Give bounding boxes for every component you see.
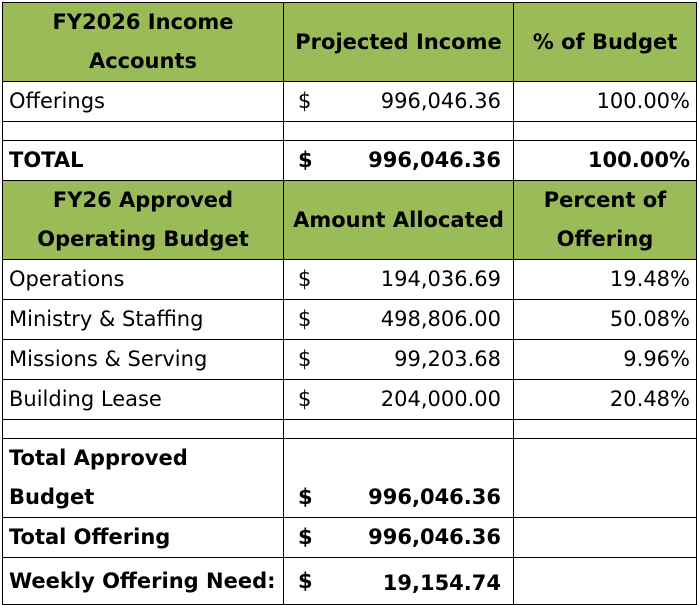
- currency-symbol: $: [298, 148, 313, 172]
- row-label: Building Lease: [3, 380, 284, 420]
- currency-symbol: $: [298, 347, 312, 371]
- empty-cell: [514, 518, 697, 558]
- empty-cell: [284, 122, 514, 141]
- row-amount: [284, 340, 514, 380]
- table-row: [3, 82, 697, 122]
- income-accounts-header: FY2026 Income Accounts: [3, 3, 284, 82]
- amount-value: 194,036.69: [380, 267, 501, 291]
- empty-cell: [3, 122, 284, 141]
- empty-cell: [514, 420, 697, 439]
- weekly-offering-need-amount: [284, 558, 514, 605]
- table-row: [3, 340, 697, 380]
- currency-symbol: $: [298, 485, 313, 509]
- row-percent: 20.48%: [514, 380, 697, 420]
- row-percent: 19.48%: [514, 260, 697, 300]
- amount-value: 996,046.36: [380, 89, 501, 113]
- total-offering-row: [3, 518, 697, 558]
- income-header-row: [3, 3, 697, 82]
- approved-budget-header: FY26 Approved Operating Budget: [3, 181, 284, 260]
- total-offering-label: Total Offering: [3, 518, 284, 558]
- total-percent: 100.00%: [514, 141, 697, 181]
- row-label: Missions & Serving: [3, 340, 284, 380]
- amount-value: 996,046.36: [368, 525, 501, 549]
- weekly-offering-need-row: [3, 558, 697, 605]
- empty-cell: [514, 439, 697, 518]
- total-approved-budget-amount: [284, 439, 514, 518]
- table-row: [3, 380, 697, 420]
- currency-symbol: $: [298, 89, 312, 113]
- amount-value: 204,000.00: [380, 387, 501, 411]
- empty-cell: [514, 122, 697, 141]
- amount-allocated-header: Amount Allocated: [284, 181, 514, 260]
- currency-symbol: $: [298, 307, 312, 331]
- row-amount: [284, 300, 514, 340]
- row-amount: [284, 82, 514, 122]
- empty-cell: [3, 420, 284, 439]
- currency-symbol: $: [298, 525, 313, 549]
- total-offering-amount: [284, 518, 514, 558]
- budget-table: [2, 2, 697, 605]
- row-amount: [284, 380, 514, 420]
- empty-cell: [514, 558, 697, 605]
- projected-income-header: Projected Income: [284, 3, 514, 82]
- budget-header-row: [3, 181, 697, 260]
- table-row: [3, 300, 697, 340]
- currency-symbol: $: [298, 569, 313, 593]
- total-approved-budget-label: Total Approved Budget: [3, 439, 284, 518]
- row-amount: [284, 260, 514, 300]
- amount-value: 996,046.36: [368, 485, 501, 509]
- table-row: [3, 260, 697, 300]
- row-percent: 100.00%: [514, 82, 697, 122]
- currency-symbol: $: [298, 267, 312, 291]
- row-label: Ministry & Staffing: [3, 300, 284, 340]
- amount-value: 99,203.68: [394, 347, 501, 371]
- row-percent: 50.08%: [514, 300, 697, 340]
- total-label: TOTAL: [3, 141, 284, 181]
- row-label: Offerings: [3, 82, 284, 122]
- empty-cell: [284, 420, 514, 439]
- weekly-offering-need-label: Weekly Offering Need:: [3, 558, 284, 605]
- amount-value: 996,046.36: [368, 148, 501, 172]
- percent-of-budget-header: % of Budget: [514, 3, 697, 82]
- row-label: Operations: [3, 260, 284, 300]
- amount-value: 19,154.74: [382, 570, 501, 595]
- row-percent: 9.96%: [514, 340, 697, 380]
- total-amount: [284, 141, 514, 181]
- total-approved-budget-row: [3, 439, 697, 518]
- percent-of-offering-header: Percent of Offering: [514, 181, 697, 260]
- currency-symbol: $: [298, 387, 312, 411]
- spacer-row: [3, 420, 697, 439]
- amount-value: 498,806.00: [380, 307, 501, 331]
- spacer-row: [3, 122, 697, 141]
- income-total-row: [3, 141, 697, 181]
